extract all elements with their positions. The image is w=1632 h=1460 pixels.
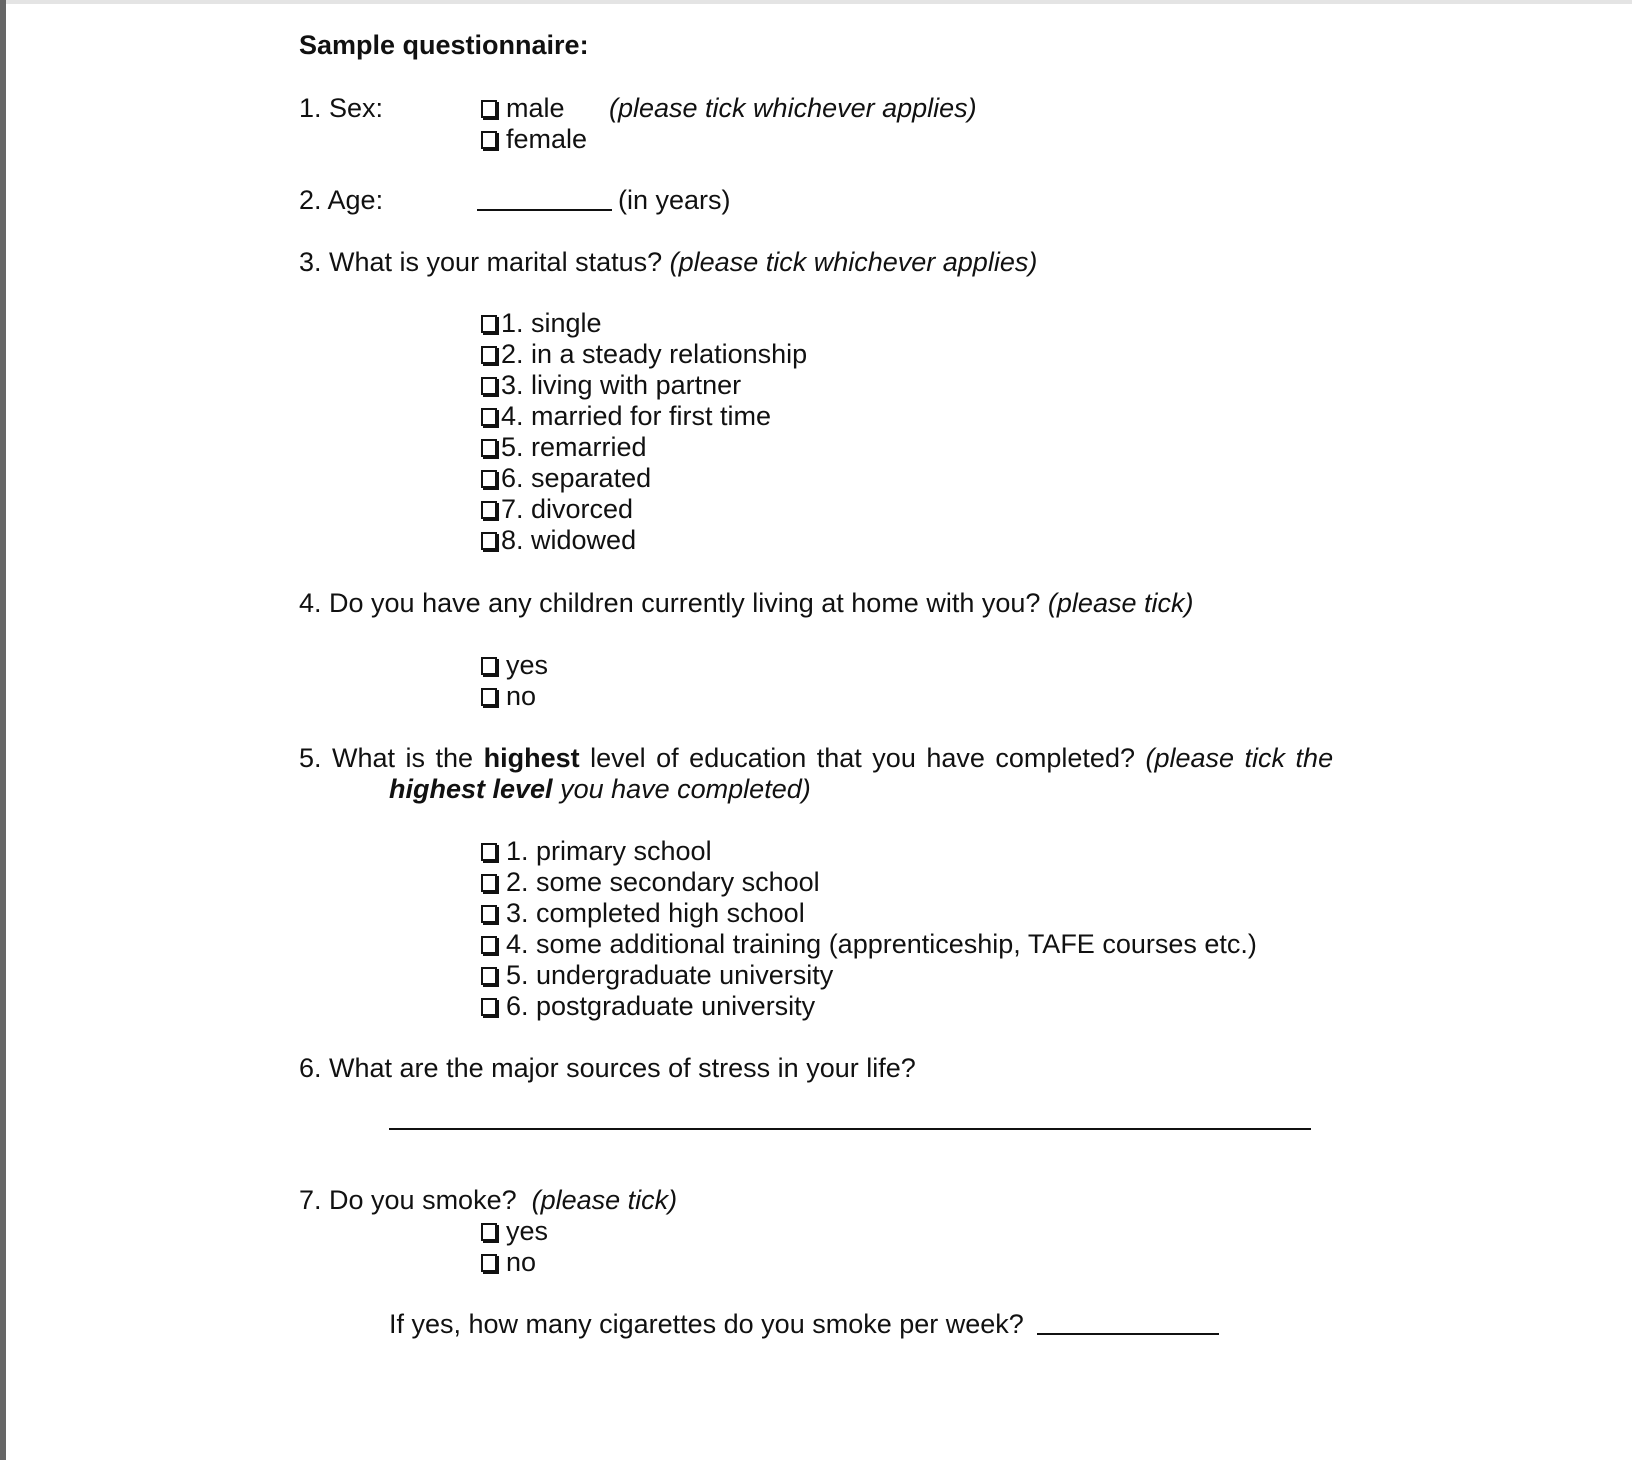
- q4-option-no[interactable]: no: [481, 683, 536, 710]
- checkbox-icon[interactable]: [481, 131, 497, 149]
- page-title: Sample questionnaire:: [299, 30, 589, 60]
- stress-answer-line[interactable]: [389, 1128, 1311, 1130]
- checkbox-icon[interactable]: [481, 346, 497, 364]
- q3-option-7[interactable]: 7. divorced: [481, 496, 633, 523]
- checkbox-icon[interactable]: [481, 967, 497, 985]
- q1-option-female[interactable]: female: [481, 126, 587, 153]
- q3-option-6[interactable]: 6. separated: [481, 465, 651, 492]
- checkbox-icon[interactable]: [481, 874, 497, 892]
- q3-option-3[interactable]: 3. living with partner: [481, 372, 741, 399]
- q1-option-male[interactable]: male: [481, 95, 565, 122]
- checkbox-icon[interactable]: [481, 470, 497, 488]
- q4-question: 4. Do you have any children currently living at home with you? (please tick): [299, 588, 1194, 618]
- checkbox-icon[interactable]: [481, 657, 497, 675]
- top-shadow: [6, 0, 1632, 4]
- checkbox-icon[interactable]: [481, 843, 497, 861]
- q7-followup: If yes, how many cigarettes do you smoke per week?: [389, 1309, 1024, 1339]
- checkbox-icon[interactable]: [481, 1254, 497, 1272]
- q1-hint: (please tick whichever applies): [609, 93, 977, 123]
- q1-label: 1. Sex:: [299, 93, 384, 123]
- q7-question: 7. Do you smoke? (please tick): [299, 1185, 678, 1215]
- checkbox-icon[interactable]: [481, 315, 497, 333]
- q4-option-yes[interactable]: yes: [481, 652, 548, 679]
- checkbox-icon[interactable]: [481, 1223, 497, 1241]
- checkbox-icon[interactable]: [481, 998, 497, 1016]
- age-input-line[interactable]: [477, 209, 612, 211]
- q3-option-2[interactable]: 2. in a steady relationship: [481, 341, 807, 368]
- checkbox-icon[interactable]: [481, 501, 497, 519]
- q3-option-4[interactable]: 4. married for first time: [481, 403, 771, 430]
- cigarettes-input-line[interactable]: [1037, 1333, 1219, 1335]
- checkbox-icon[interactable]: [481, 377, 497, 395]
- checkbox-icon[interactable]: [481, 408, 497, 426]
- q3-option-1[interactable]: 1. single: [481, 310, 602, 337]
- checkbox-icon[interactable]: [481, 905, 497, 923]
- checkbox-icon[interactable]: [481, 532, 497, 550]
- q5-option-1[interactable]: 1. primary school: [481, 838, 712, 865]
- q5-option-5[interactable]: 5. undergraduate university: [481, 962, 833, 989]
- q7-option-no[interactable]: no: [481, 1249, 536, 1276]
- q5-option-2[interactable]: 2. some secondary school: [481, 869, 820, 896]
- checkbox-icon[interactable]: [481, 688, 497, 706]
- q5-question-line2: highest level you have completed): [389, 774, 811, 804]
- q7-option-yes[interactable]: yes: [481, 1218, 548, 1245]
- checkbox-icon[interactable]: [481, 936, 497, 954]
- q5-option-3[interactable]: 3. completed high school: [481, 900, 805, 927]
- q6-question: 6. What are the major sources of stress in your life?: [299, 1053, 916, 1083]
- q2-unit: (in years): [618, 185, 731, 215]
- q5-question-line1: 5. What is the highest level of education that you have completed? (please tick the: [299, 743, 1334, 773]
- checkbox-icon[interactable]: [481, 100, 497, 118]
- q3-question: 3. What is your marital status? (please tick whichever applies): [299, 247, 1038, 277]
- q5-option-6[interactable]: 6. postgraduate university: [481, 993, 815, 1020]
- q5-option-4[interactable]: 4. some additional training (apprenticeship, TAFE courses etc.): [481, 931, 1257, 958]
- q3-option-8[interactable]: 8. widowed: [481, 527, 636, 554]
- q2-label: 2. Age:: [299, 185, 384, 215]
- q3-option-5[interactable]: 5. remarried: [481, 434, 647, 461]
- checkbox-icon[interactable]: [481, 439, 497, 457]
